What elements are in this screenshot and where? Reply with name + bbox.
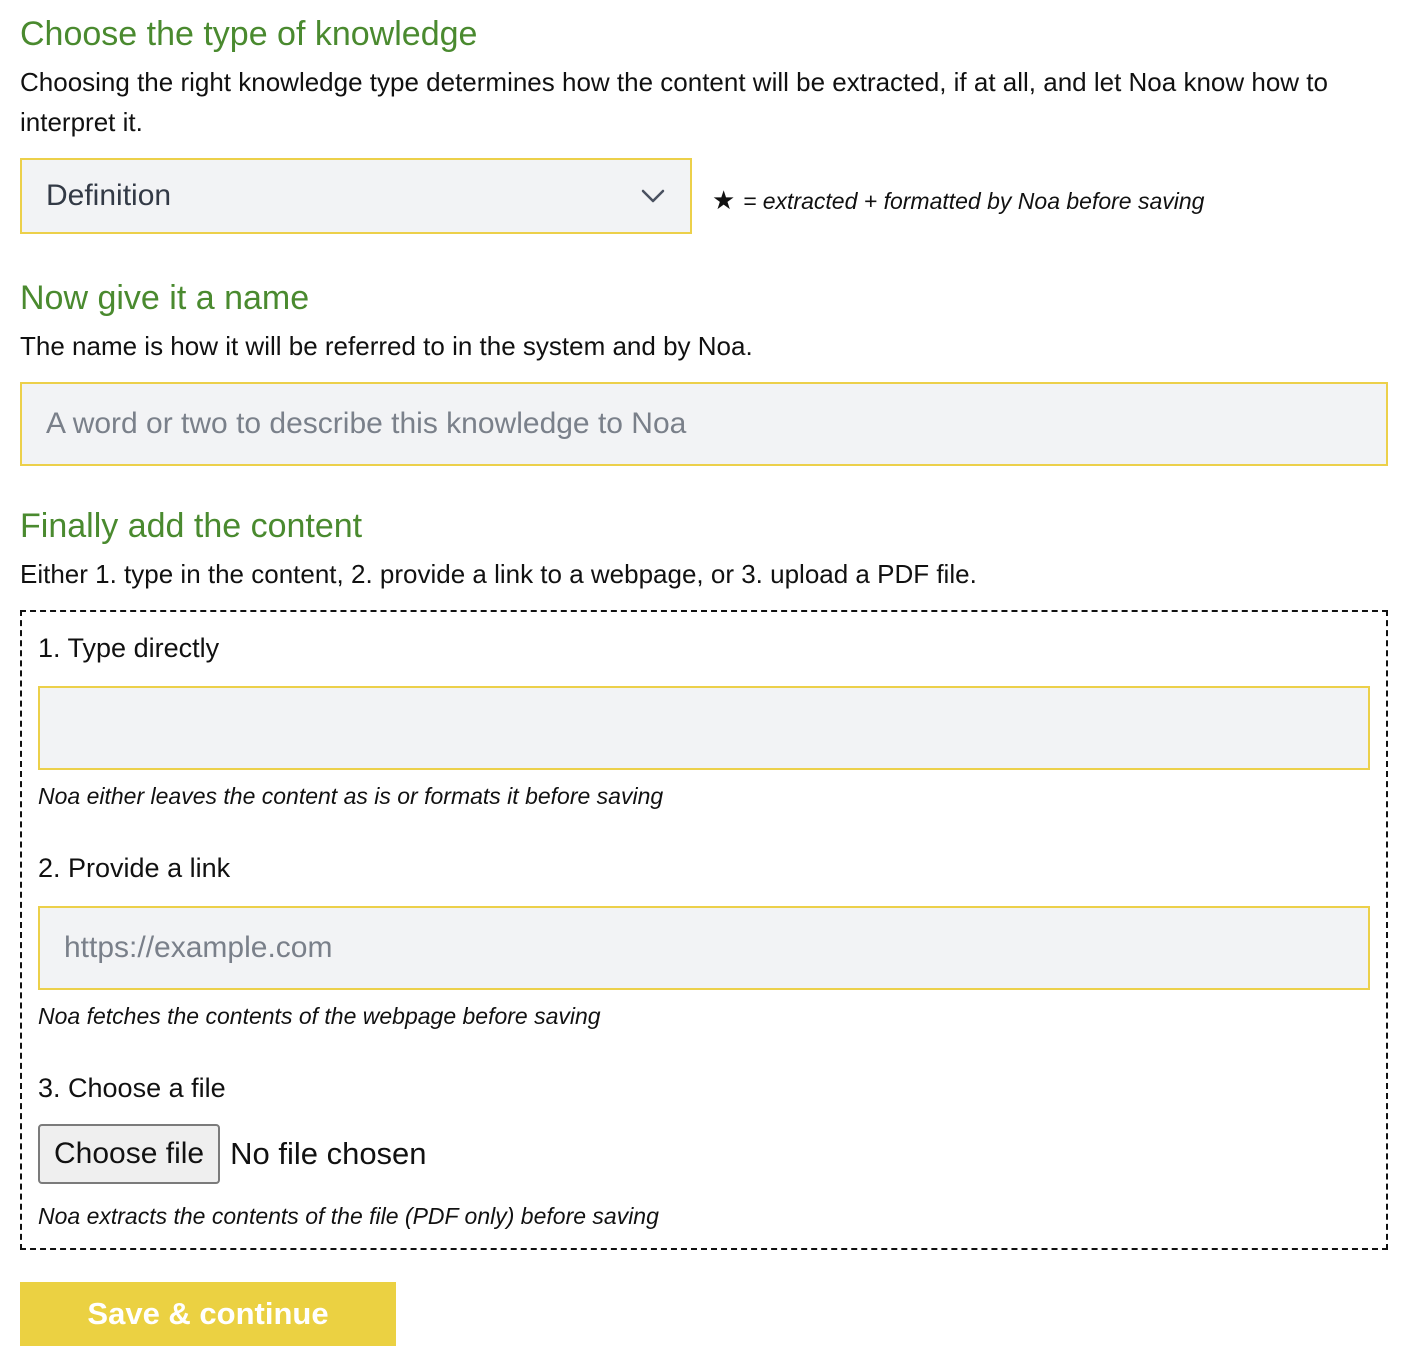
save-continue-button[interactable]: Save & continue bbox=[20, 1282, 396, 1346]
legend-text: extracted + formatted by Noa before saving bbox=[762, 188, 1205, 214]
star-icon: ★ bbox=[712, 186, 736, 216]
legend-equals: = bbox=[743, 188, 757, 214]
choose-file-note: Noa extracts the contents of the file (PDF only) before saving bbox=[38, 1203, 659, 1229]
name-description: The name is how it will be referred to in the system and by Noa. bbox=[20, 331, 753, 361]
link-url-input[interactable] bbox=[38, 906, 1370, 990]
provide-link-note: Noa fetches the contents of the webpage before saving bbox=[38, 1003, 601, 1029]
file-picker bbox=[38, 1124, 427, 1184]
type-directly-note: Noa either leaves the content as is or formats it before saving bbox=[38, 783, 664, 809]
choose-file-button[interactable]: Choose file bbox=[38, 1124, 220, 1184]
knowledge-type-select[interactable] bbox=[20, 158, 692, 234]
name-heading: Now give it a name bbox=[20, 279, 310, 317]
content-description: Either 1. type in the content, 2. provide a link to a webpage, or 3. upload a PDF file. bbox=[20, 559, 977, 589]
chevron-down-icon bbox=[640, 183, 666, 209]
knowledge-name-input[interactable] bbox=[20, 382, 1388, 466]
content-text-input[interactable] bbox=[38, 686, 1370, 770]
type-description: Choosing the right knowledge type determines how the content will be extracted, if at all, and let Noa know how to interpret it. bbox=[20, 67, 1328, 137]
extraction-legend bbox=[712, 184, 1204, 218]
type-heading: Choose the type of knowledge bbox=[20, 15, 478, 53]
choose-file-label: 3. Choose a file bbox=[38, 1073, 226, 1103]
file-status: No file chosen bbox=[230, 1136, 427, 1171]
content-heading: Finally add the content bbox=[20, 507, 363, 545]
knowledge-type-value: Definition bbox=[46, 179, 172, 212]
type-directly-label: 1. Type directly bbox=[38, 633, 220, 663]
provide-link-label: 2. Provide a link bbox=[38, 853, 231, 883]
content-options-box bbox=[20, 610, 1388, 1250]
